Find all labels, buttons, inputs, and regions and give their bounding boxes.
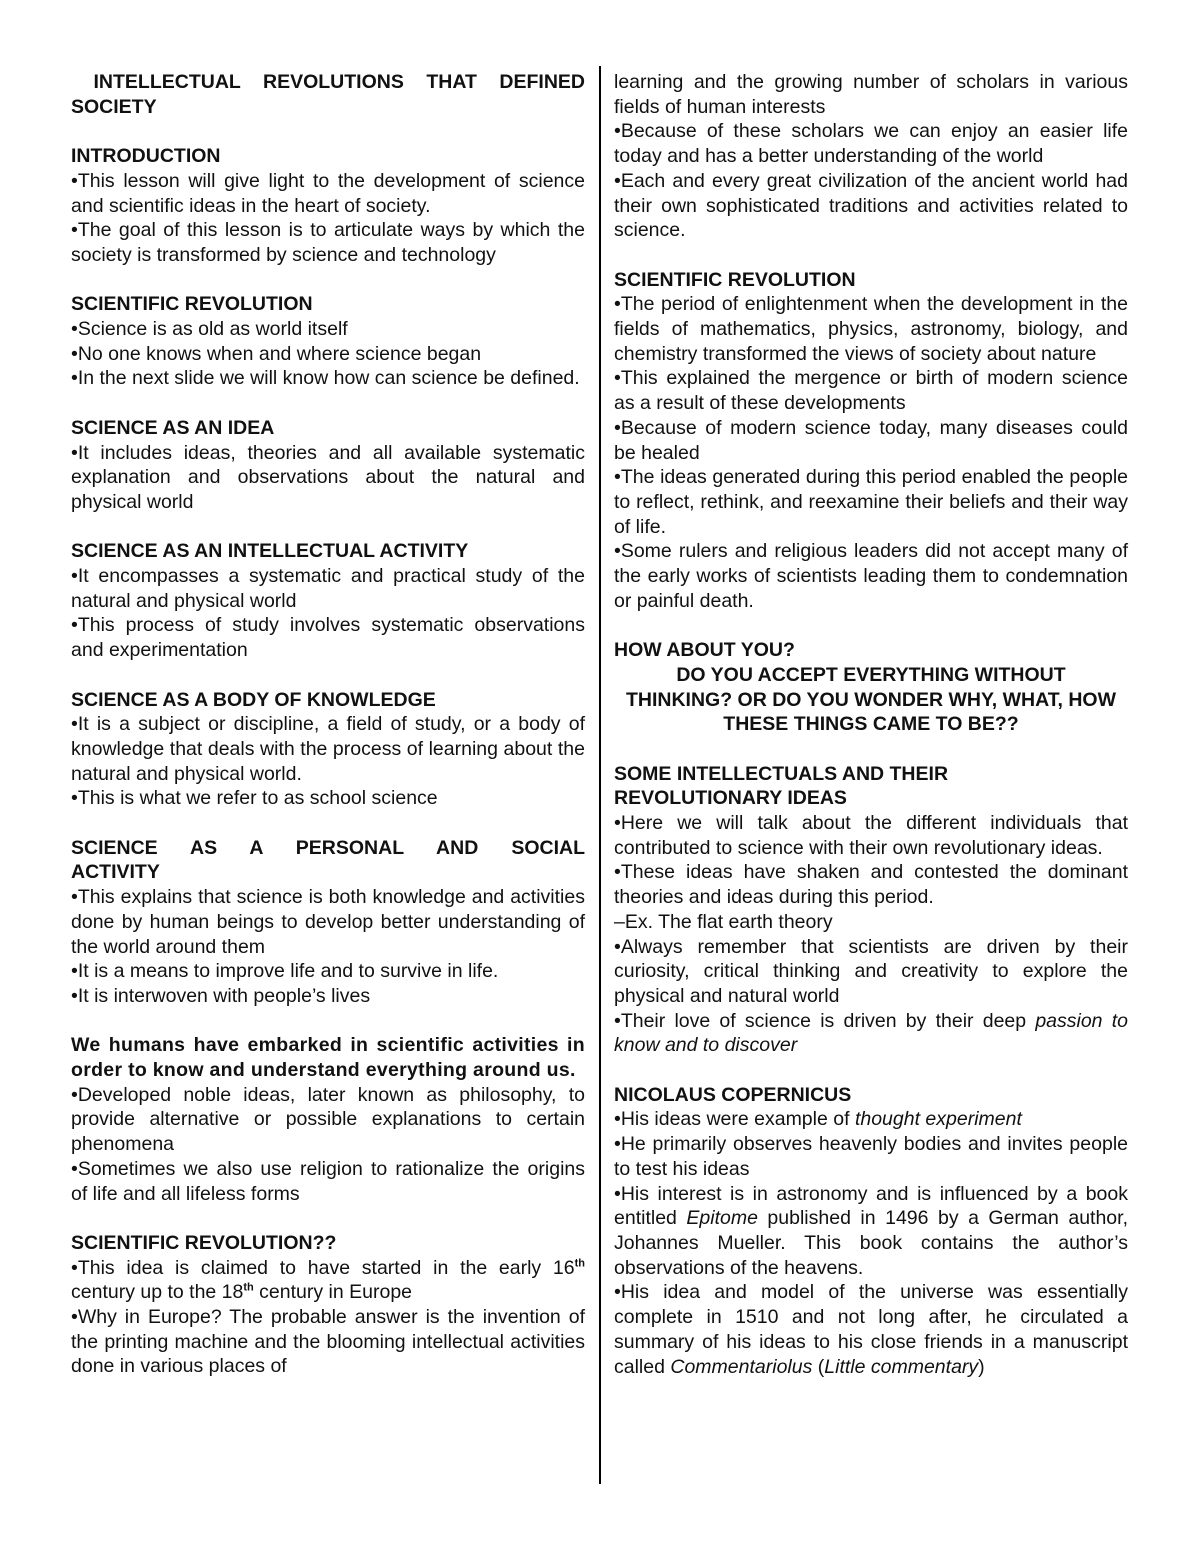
superscript: th [243, 1281, 254, 1294]
bullet-item: •This explained the mergence or birth of modern science as a result of these developments [614, 367, 1128, 415]
bullet-text: •His ideas were example of [614, 1108, 855, 1131]
science-as-idea-heading: SCIENCE AS AN IDEA [71, 416, 275, 439]
introduction-heading: INTRODUCTION [71, 145, 221, 168]
scientific-revolution-section-2 [614, 268, 1128, 614]
scientific-revolution-heading-2: SCIENTIFIC REVOLUTION [614, 268, 856, 291]
bullet-item: •Because of these scholars we can enjoy an easier life today and has a better understanding of the world [614, 120, 1128, 168]
bullet-text: century up to the 18 [71, 1281, 244, 1304]
document-title: INTELLECTUAL REVOLUTIONS THAT DEFINED SOCIETY [71, 71, 591, 118]
bullet-text: century in Europe [253, 1281, 413, 1304]
bullet-item: •The goal of this lesson is to articulate ways by which the society is transformed by science and technology [71, 219, 585, 266]
bullet-item [614, 1009, 1128, 1058]
bullet-item: •It encompasses a systematic and practical study of the natural and physical world [71, 565, 585, 612]
science-personal-section [71, 836, 585, 1009]
how-about-you-section [614, 638, 1128, 737]
bullet-item: •Always remember that scientists are driven by their curiosity, critical thinking and creativity to explore the physical and natural world [614, 935, 1128, 1007]
humans-heading: We humans have embarked in scientific activities in order to know and understand everything around us. [71, 1034, 585, 1082]
bullet-item: •The ideas generated during this period enabled the people to reflect, rethink, and reexamine their beliefs and their way of life. [614, 466, 1128, 538]
bullet-item: •This process of study involves systematic observations and experimentation [71, 614, 585, 662]
science-personal-heading: SCIENCE AS A PERSONAL AND SOCIAL [71, 836, 585, 859]
bullet-item [614, 1182, 1128, 1281]
bullet-item: •It is interwoven with people’s lives [71, 984, 371, 1007]
bullet-text: ( [812, 1355, 825, 1378]
bullet-item: •Each and every great civilization of the ancient world had their own sophisticated traditions and activities related to science. [614, 169, 1128, 242]
left-column [71, 70, 591, 1404]
sub-bullet-item: –Ex. The flat earth theory [614, 910, 833, 933]
italic-text: Epitome [686, 1207, 758, 1230]
document-title-section [71, 70, 591, 119]
intellectuals-section [614, 762, 1128, 1058]
bullet-item: •No one knows when and where science began [71, 342, 482, 365]
scientific-revolution-heading: SCIENTIFIC REVOLUTION [71, 293, 313, 316]
bullet-item: •It includes ideas, theories and all available systematic explanation and observations about the natural and physical world [71, 441, 585, 513]
italic-text: passion to know and to discover [614, 1009, 1128, 1057]
reflection-question: DO YOU ACCEPT EVERYTHING WITHOUT THINKING? OR DO YOU WONDER WHY, WHAT, HOW THESE THINGS CAME TO BE?? [625, 663, 1116, 736]
scientific-revolution-section [71, 292, 585, 391]
humans-section [71, 1033, 585, 1206]
bullet-item [614, 1107, 1128, 1132]
intellectuals-heading: SOME INTELLECTUALS AND THEIR [614, 762, 949, 785]
science-body-section [71, 688, 585, 812]
science-as-idea-section [71, 416, 585, 515]
bullet-text: ) [978, 1355, 985, 1378]
bullet-item: •This is what we refer to as school science [71, 787, 438, 810]
continuation-section [614, 70, 1128, 243]
bullet-item: •This explains that science is both knowledge and activities done by human beings to develop better understanding of the world around them [71, 886, 585, 958]
bullet-item [614, 1280, 1128, 1379]
superscript: th [574, 1257, 585, 1270]
scientific-revolution-question-heading: SCIENTIFIC REVOLUTION?? [71, 1231, 337, 1254]
bullet-text: •Their love of science is driven by their deep [614, 1009, 1036, 1032]
scientific-revolution-question-section [71, 1231, 585, 1379]
intellectuals-heading-cont: REVOLUTIONARY IDEAS [614, 787, 847, 810]
column-divider [599, 66, 601, 1484]
bullet-item: •Because of modern science today, many diseases could be healed [614, 416, 1128, 464]
bullet-text: published in 1496 by a German author, Johannes Mueller. This book contains the author’s observations of the heavens. [614, 1207, 1128, 1279]
science-intellectual-section [71, 539, 585, 663]
bullet-text: •This idea is claimed to have started in the early 16 [71, 1256, 575, 1279]
science-body-heading: SCIENCE AS A BODY OF KNOWLEDGE [71, 688, 436, 711]
bullet-item: •In the next slide we will know how can science be defined. [71, 367, 580, 390]
bullet-item: •Why in Europe? The probable answer is the invention of the printing machine and the blooming intellectual activities done in various places of [71, 1306, 585, 1378]
bullet-item: •These ideas have shaken and contested the dominant theories and ideas during this period. [614, 861, 1128, 909]
science-intellectual-heading: SCIENCE AS AN INTELLECTUAL ACTIVITY [71, 540, 469, 563]
bullet-item: learning and the growing number of scholars in various fields of human interests [614, 71, 1128, 118]
copernicus-heading: NICOLAUS COPERNICUS [614, 1083, 852, 1106]
bullet-item: •The period of enlightenment when the development in the fields of mathematics, physics, astronomy, biology, and chemistry transformed the views of society about nature [614, 293, 1128, 365]
italic-text: thought experiment [854, 1108, 1022, 1131]
bullet-item: •Science is as old as world itself [71, 318, 348, 340]
copernicus-section [614, 1083, 1128, 1379]
bullet-item: •Some rulers and religious leaders did not accept many of the early works of scientists leading them to condemnation or painful death. [614, 540, 1128, 612]
right-column [614, 70, 1128, 1404]
bullet-item [71, 1256, 585, 1305]
introduction-section [71, 144, 585, 268]
bullet-item: •This lesson will give light to the development of science and scientific ideas in the heart of society. [71, 169, 585, 217]
how-about-you-heading: HOW ABOUT YOU? [614, 639, 795, 662]
bullet-text: •His interest is in astronomy and is influenced by a book entitled [614, 1182, 1128, 1230]
bullet-item: •It is a subject or discipline, a field of study, or a body of knowledge that deals with the process of learning about the natural and physical world. [71, 713, 585, 785]
bullet-text: •His idea and model of the universe was essentially complete in 1510 and not long after, he circulated a summary of his ideas to his close friends in a manuscript called [614, 1281, 1128, 1378]
bullet-item: •He primarily observes heavenly bodies and invites people to test his ideas [614, 1133, 1128, 1180]
science-personal-heading-cont: ACTIVITY [71, 861, 160, 884]
italic-text: Commentariolus [670, 1355, 813, 1378]
bullet-item: •Sometimes we also use religion to rationalize the origins of life and all lifeless forms [71, 1157, 585, 1205]
bullet-item: •Developed noble ideas, later known as philosophy, to provide alternative or possible explanations to certain phenomena [71, 1083, 585, 1156]
bullet-item: •Here we will talk about the different individuals that contributed to science with their own revolutionary ideas. [614, 812, 1128, 859]
italic-text: Little commentary [824, 1355, 979, 1378]
bullet-item: •It is a means to improve life and to survive in life. [71, 960, 499, 983]
